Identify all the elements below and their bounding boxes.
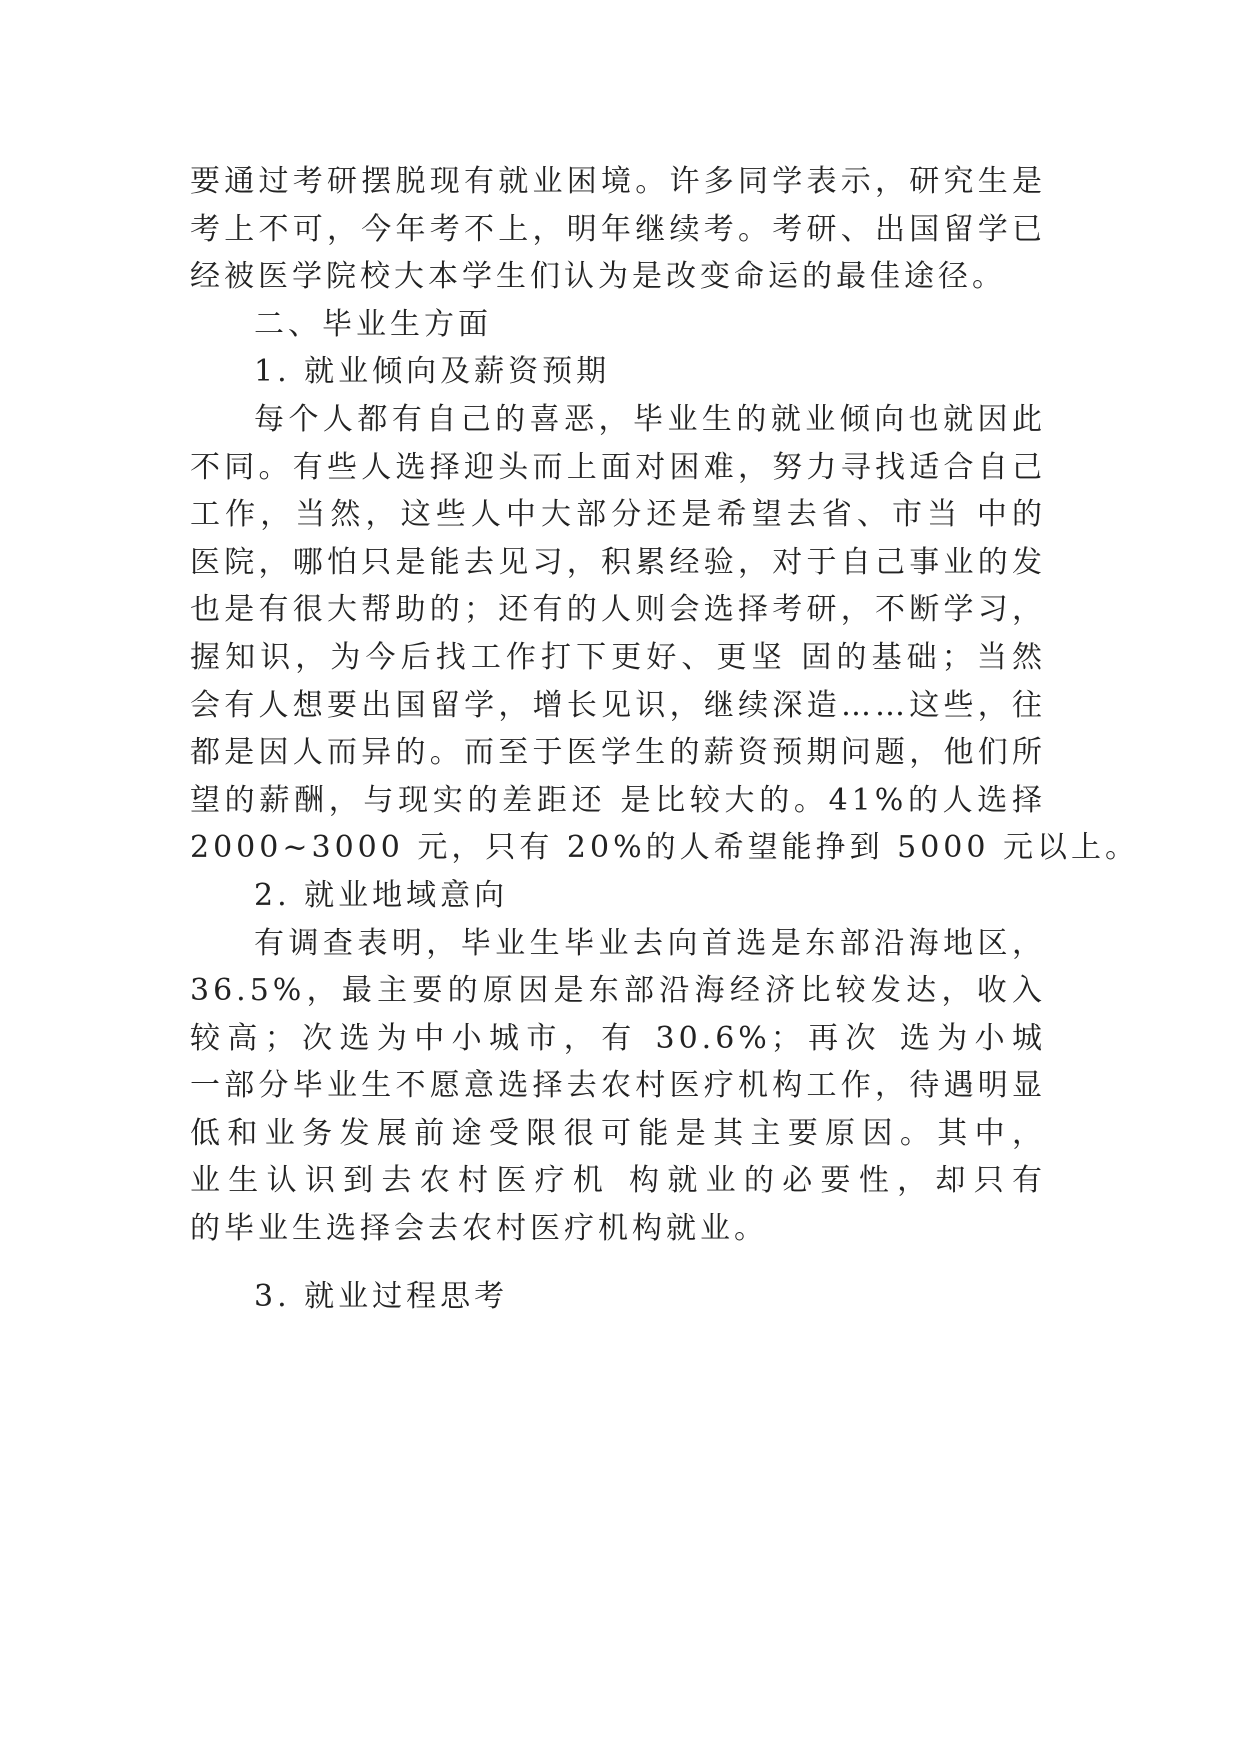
text-line: 2000~3000 元，只有 20%的人希望能挣到 5000 元以上。	[190, 830, 1140, 866]
text-line: 要通过考研摆脱现有就业困境。许多同学表示，研究生是	[190, 164, 1046, 199]
subheading-employment-preference: 1. 就业倾向及薪资预期	[254, 354, 611, 390]
text-line: 有调查表明，毕业生毕业去向首选是东部沿海地区，	[254, 925, 1046, 961]
text-line: 低和业务发展前途受限很可能是其主要原因。其中，	[190, 1115, 1046, 1151]
text-line: 都是因人而异的。而至于医学生的薪资预期问题，他们所	[190, 735, 1046, 771]
subheading-job-search-reflection: 3. 就业过程思考	[254, 1278, 509, 1314]
text-line: 握知识，为今后找工作打下更好、更坚 固的基础；当然	[190, 639, 1046, 675]
text-line: 医院，哪怕只是能去见习，积累经验，对于自己事业的发	[190, 544, 1046, 580]
paragraph-employment-preference	[190, 396, 1140, 872]
text-line: 不同。有些人选择迎头而上面对困难，努力寻找适合自己	[190, 449, 1046, 485]
text-line: 一部分毕业生不愿意选择去农村医疗机构工作，待遇明显	[190, 1068, 1046, 1104]
section-heading-graduates: 二、毕业生方面	[254, 306, 492, 342]
text-line: 也是有很大帮助的；还有的人则会选择考研，不断学习，	[190, 592, 1046, 628]
paragraph-gap	[190, 1253, 1046, 1273]
subheading-region-preference: 2. 就业地域意向	[254, 877, 509, 913]
text-line: 会有人想要出国留学，增长见识，继续深造……这些，往	[190, 687, 1046, 723]
text-line: 望的薪酬，与现实的差距还 是比较大的。41%的人选择	[190, 782, 1046, 818]
text-line: 的毕业生选择会去农村医疗机构就业。	[190, 1211, 768, 1247]
text-line: 较高；次选为中小城市，有 30.6%；再次 选为小城	[190, 1020, 1046, 1056]
text-line: 考上不可，今年考不上，明年继续考。考研、出国留学已	[190, 211, 1046, 247]
text-line: 业生认识到去农村医疗机 构就业的必要性，却只有	[190, 1163, 1046, 1199]
document-body	[190, 158, 1140, 1320]
text-line: 经被医学院校大本学生们认为是改变命运的最佳途径。	[190, 259, 1006, 295]
text-line: 36.5%，最主要的原因是东部沿海经济比较发达，收入	[190, 973, 1046, 1009]
paragraph-intro	[190, 158, 1046, 301]
paragraph-region-preference	[190, 920, 1046, 1253]
text-line: 每个人都有自己的喜恶，毕业生的就业倾向也就因此	[254, 401, 1046, 437]
text-line: 工作，当然，这些人中大部分还是希望去省、市当 中的	[190, 497, 1046, 533]
